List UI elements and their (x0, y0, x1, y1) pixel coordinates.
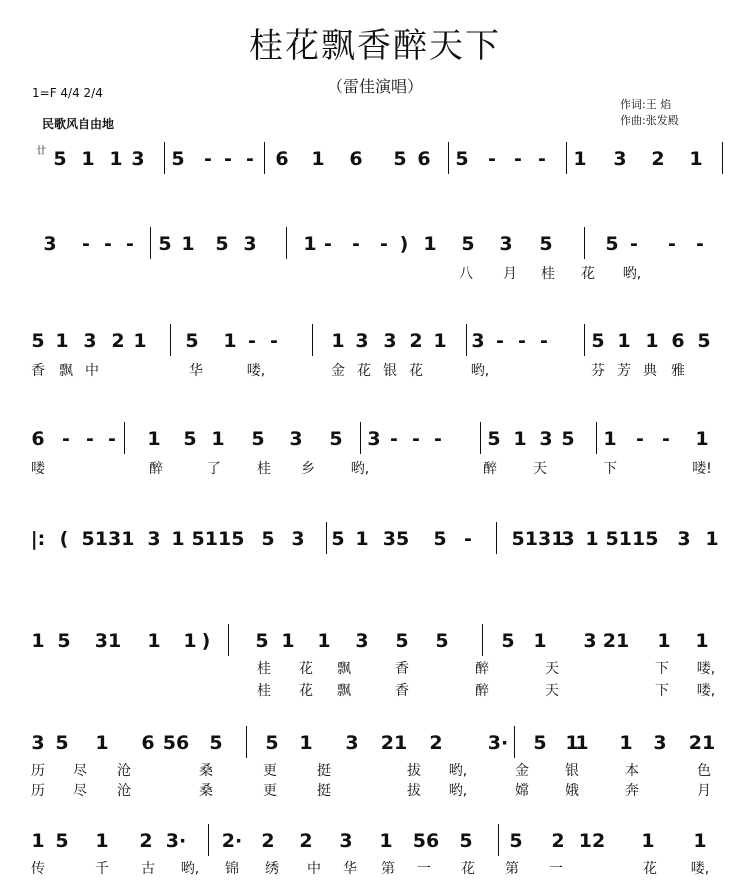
note: 5 (455, 148, 469, 170)
note: 5 (55, 830, 69, 852)
lyric-syllable: 一 (549, 861, 563, 877)
barline (264, 142, 265, 174)
lyric-syllable: 花 (409, 363, 423, 379)
note: 1 (645, 330, 659, 352)
note: 3 (291, 528, 305, 550)
lyric-syllable: 传 (31, 861, 45, 877)
notation-row (0, 520, 750, 560)
note: 3 (613, 148, 627, 170)
lyric-syllable: 花 (643, 861, 657, 877)
note: - (514, 148, 522, 170)
note: 2 (139, 830, 153, 852)
note: 2 (261, 830, 275, 852)
note: 5 (209, 732, 223, 754)
note: 1 (281, 630, 295, 652)
note: 6 (141, 732, 155, 754)
lyric-syllable: 了 (207, 461, 221, 477)
note: 1 (657, 630, 671, 652)
lyric-syllable: 锦 (225, 861, 239, 877)
note: 5 (215, 233, 229, 255)
note: 1 (641, 830, 655, 852)
lyric-syllable: 花 (299, 683, 313, 699)
note: 3 (539, 428, 553, 450)
note: - (246, 148, 254, 170)
score-line-8 (0, 822, 750, 877)
barline (170, 324, 171, 356)
lyric-syllable: 月 (697, 783, 711, 799)
note: 5 (487, 428, 501, 450)
score-line-4 (0, 420, 750, 477)
note: 2 (551, 830, 565, 852)
note: ) (201, 630, 211, 652)
barline (496, 522, 497, 554)
note: 1 (133, 330, 147, 352)
lyric-syllable: 喽, (696, 661, 716, 677)
lyric-syllable: 飘 (337, 683, 351, 699)
lyric-syllable: 哟, (622, 266, 642, 282)
note: 1 (689, 148, 703, 170)
note: 5 (55, 732, 69, 754)
barline (584, 324, 585, 356)
score-line-7 (0, 724, 750, 799)
note: 21 (380, 732, 408, 754)
note: - (108, 428, 116, 450)
note: - (82, 233, 90, 255)
note: 35 (382, 528, 410, 550)
lyric-syllable: 喽, (696, 683, 716, 699)
note: 1 (317, 630, 331, 652)
lyric-syllable: 花 (581, 266, 595, 282)
note: - (662, 428, 670, 450)
lyric-syllable: 典 (643, 363, 657, 379)
lyric-syllable: 第 (505, 861, 519, 877)
note: 3 (345, 732, 359, 754)
lyric-syllable: 挺 (317, 763, 331, 779)
note: 5 (393, 148, 407, 170)
note: - (248, 330, 256, 352)
note: 1 (355, 528, 369, 550)
lyric-syllable: 哟, (180, 861, 200, 877)
barline (482, 624, 483, 656)
note: 2 (299, 830, 313, 852)
lyric-syllable: 桂 (257, 661, 271, 677)
song-title: 桂花飘香醉天下 (249, 26, 501, 66)
lyric-syllable: 历 (31, 783, 45, 799)
note: 1 (603, 428, 617, 450)
note: 1 (95, 732, 109, 754)
lyric-syllable: 喽! (692, 461, 712, 477)
note: 1 (331, 330, 345, 352)
lyric-syllable: 天 (545, 661, 559, 677)
note: 3 (43, 233, 57, 255)
note: 3 (677, 528, 691, 550)
barline (164, 142, 165, 174)
note: 1 (183, 630, 197, 652)
note: 21 (602, 630, 630, 652)
lyric-syllable: 本 (625, 763, 639, 779)
lyric-syllable: 尽 (73, 783, 87, 799)
barline (360, 422, 361, 454)
note: - (434, 428, 442, 450)
note: 3 (367, 428, 381, 450)
note: - (696, 233, 704, 255)
barline (326, 522, 327, 554)
note: 3· (487, 732, 509, 754)
note: 1 (223, 330, 237, 352)
note: - (352, 233, 360, 255)
note: - (224, 148, 232, 170)
lyric-syllable: 桂 (257, 683, 271, 699)
lyric-syllable: 金 (331, 363, 345, 379)
note: 1 (81, 148, 95, 170)
note: - (636, 428, 644, 450)
lyric-syllable: 桑 (199, 783, 213, 799)
lyric-syllable: 桂 (541, 266, 555, 282)
key-signature: 1=F 4/4 2/4 (32, 86, 103, 100)
score-line-2 (0, 225, 750, 282)
note: 1 (573, 148, 587, 170)
note: ) (399, 233, 409, 255)
barline (150, 227, 151, 259)
note: 1 (565, 732, 579, 754)
note: 5 (331, 528, 345, 550)
note: 1 (433, 330, 447, 352)
notation-row (0, 322, 750, 362)
note: 5 (329, 428, 343, 450)
lyric-syllable: 千 (95, 861, 109, 877)
lyric-syllable: 历 (31, 763, 45, 779)
lyric-syllable: 花 (299, 661, 313, 677)
note: 5 (185, 330, 199, 352)
note: 2 (409, 330, 423, 352)
note: 3 (383, 330, 397, 352)
note: - (270, 330, 278, 352)
barline (448, 142, 449, 174)
note: 5 (539, 233, 553, 255)
lyric-syllable: 桂 (257, 461, 271, 477)
note: 5115 (191, 528, 245, 550)
note: 2· (221, 830, 243, 852)
note: 5 (395, 630, 409, 652)
score-line-6 (0, 622, 750, 699)
lyricist-credit: 作词:王 焰 (620, 98, 672, 111)
tempo-marking: 民歌风自由地 (42, 117, 115, 131)
note: 6 (671, 330, 685, 352)
lyric-syllable: 华 (343, 861, 357, 877)
lyric-syllable: 喽 (31, 461, 45, 477)
note: 1 (109, 148, 123, 170)
note: |: (30, 528, 46, 550)
note: 5 (509, 830, 523, 852)
singer-subtitle: （雷佳演唱） (326, 77, 423, 96)
note: 3 (499, 233, 513, 255)
note: 1 (55, 330, 69, 352)
note: 1 (513, 428, 527, 450)
note: 3 (147, 528, 161, 550)
lyric-syllable: 飘 (337, 661, 351, 677)
lyric-syllable: 银 (565, 763, 579, 779)
note: 5 (171, 148, 185, 170)
lyric-syllable: 花 (357, 363, 371, 379)
note: 1 (695, 428, 709, 450)
note: 21 (688, 732, 716, 754)
note: - (86, 428, 94, 450)
lyric-syllable: 醉 (475, 661, 489, 677)
note: - (496, 330, 504, 352)
note: 1 (585, 528, 599, 550)
note: 31 (94, 630, 122, 652)
note: 5 (433, 528, 447, 550)
notation-row (0, 822, 750, 862)
note: 5 (461, 233, 475, 255)
note: 5 (435, 630, 449, 652)
note: 6 (31, 428, 45, 450)
score-line-1 (0, 140, 750, 190)
lyric-syllable: 哟, (448, 763, 468, 779)
lyric-syllable: 乡 (301, 461, 315, 477)
note: - (380, 233, 388, 255)
lyric-syllable: 醉 (475, 683, 489, 699)
note: 1 (705, 528, 719, 550)
note: - (62, 428, 70, 450)
barline (228, 624, 229, 656)
lyric-syllable: 古 (141, 861, 155, 877)
note: 5131 (81, 528, 135, 550)
note: 2 (111, 330, 125, 352)
note: 1 (619, 732, 633, 754)
note: 3 (243, 233, 257, 255)
note: 5115 (605, 528, 659, 550)
lyric-syllable: 奔 (625, 783, 639, 799)
lyric-syllable: 哟, (470, 363, 490, 379)
note: 56 (412, 830, 440, 852)
note: 1 (575, 732, 589, 754)
lyric-syllable: 下 (655, 683, 669, 699)
note: 5 (53, 148, 67, 170)
lyric-syllable: 一 (417, 861, 431, 877)
note: 1 (379, 830, 393, 852)
barline (584, 227, 585, 259)
note: 1 (693, 830, 707, 852)
lyric-syllable: 哟, (448, 783, 468, 799)
lyric-syllable: 醉 (149, 461, 163, 477)
note: 6 (417, 148, 431, 170)
lyric-syllable: 中 (307, 861, 321, 877)
lyric-syllable: 拔 (407, 783, 421, 799)
barline (596, 422, 597, 454)
note: 1 (211, 428, 225, 450)
lyric-syllable: 月 (503, 266, 517, 282)
note: 1 (171, 528, 185, 550)
note: 1 (303, 233, 317, 255)
lyric-syllable: 下 (655, 661, 669, 677)
note: 1 (31, 630, 45, 652)
lyric-syllable: 喽, (246, 363, 266, 379)
note: 1 (95, 830, 109, 852)
barline (286, 227, 287, 259)
note: 2 (429, 732, 443, 754)
lyric-syllable: 花 (461, 861, 475, 877)
barline (312, 324, 313, 356)
lyric-syllable: 哟, (350, 461, 370, 477)
note: - (538, 148, 546, 170)
note: 5 (255, 630, 269, 652)
score-line-5 (0, 520, 750, 570)
note: 3 (355, 630, 369, 652)
free-meter-mark: 廿 (36, 146, 46, 157)
note: 5 (251, 428, 265, 450)
note: - (464, 528, 472, 550)
lyric-syllable: 雅 (671, 363, 685, 379)
barline (722, 142, 723, 174)
lyric-syllable: 沧 (117, 763, 131, 779)
barline (246, 726, 247, 758)
note: 1 (533, 630, 547, 652)
lyric-syllable: 尽 (73, 763, 87, 779)
lyric-syllable: 绣 (265, 861, 279, 877)
lyric-syllable: 更 (263, 783, 277, 799)
note: - (126, 233, 134, 255)
note: 1 (423, 233, 437, 255)
note: 3 (471, 330, 485, 352)
note: - (390, 428, 398, 450)
note: 5131 (511, 528, 565, 550)
lyric-syllable: 下 (603, 461, 617, 477)
note: - (540, 330, 548, 352)
lyric-syllable: 喽, (690, 861, 710, 877)
note: ( (59, 528, 69, 550)
lyric-syllable: 香 (395, 683, 409, 699)
note: 3 (31, 732, 45, 754)
note: 3 (131, 148, 145, 170)
note: 5 (459, 830, 473, 852)
lyric-syllable: 芳 (617, 363, 631, 379)
lyric-syllable: 银 (383, 363, 397, 379)
score-line-3 (0, 322, 750, 379)
note: - (324, 233, 332, 255)
note: - (412, 428, 420, 450)
note: - (104, 233, 112, 255)
note: 2 (651, 148, 665, 170)
notation-row (0, 622, 750, 662)
lyric-syllable: 华 (189, 363, 203, 379)
lyric-syllable: 更 (263, 763, 277, 779)
note: 1 (299, 732, 313, 754)
note: 1 (181, 233, 195, 255)
note: 6 (349, 148, 363, 170)
lyric-syllable: 色 (697, 763, 711, 779)
lyric-syllable: 飘 (59, 363, 73, 379)
note: 3 (83, 330, 97, 352)
lyric-syllable: 醉 (483, 461, 497, 477)
note: - (668, 233, 676, 255)
note: 5 (57, 630, 71, 652)
note: 5 (605, 233, 619, 255)
lyric-syllable: 中 (85, 363, 99, 379)
note: 5 (31, 330, 45, 352)
barline (124, 422, 125, 454)
note: - (518, 330, 526, 352)
note: 3 (561, 528, 575, 550)
note: - (630, 233, 638, 255)
note: - (204, 148, 212, 170)
note: - (488, 148, 496, 170)
lyric-syllable: 桑 (199, 763, 213, 779)
lyric-syllable: 香 (31, 363, 45, 379)
lyric-syllable: 八 (459, 266, 473, 282)
note: 1 (695, 630, 709, 652)
lyric-syllable: 第 (381, 861, 395, 877)
barline (466, 324, 467, 356)
note: 5 (265, 732, 279, 754)
lyric-syllable: 金 (515, 763, 529, 779)
note: 3 (583, 630, 597, 652)
note: 1 (311, 148, 325, 170)
lyric-syllable: 挺 (317, 783, 331, 799)
note: 1 (147, 428, 161, 450)
notation-row (0, 420, 750, 460)
note: 3· (165, 830, 187, 852)
lyric-syllable: 香 (395, 661, 409, 677)
barline (566, 142, 567, 174)
note: 3 (289, 428, 303, 450)
lyric-syllable: 拔 (407, 763, 421, 779)
lyric-syllable: 芬 (591, 363, 605, 379)
note: 5 (561, 428, 575, 450)
note: 3 (339, 830, 353, 852)
note: 6 (275, 148, 289, 170)
note: 5 (183, 428, 197, 450)
notation-row (0, 724, 750, 764)
lyric-syllable: 天 (533, 461, 547, 477)
note: 3 (653, 732, 667, 754)
composer-credit: 作曲:张发殿 (620, 114, 679, 127)
note: 5 (591, 330, 605, 352)
note: 5 (261, 528, 275, 550)
note: 1 (147, 630, 161, 652)
note: 5 (533, 732, 547, 754)
note: 5 (697, 330, 711, 352)
note: 1 (31, 830, 45, 852)
lyric-syllable: 嫦 (515, 783, 529, 799)
barline (480, 422, 481, 454)
note: 1 (617, 330, 631, 352)
notation-row (0, 140, 750, 180)
lyric-syllable: 天 (545, 683, 559, 699)
note: 12 (578, 830, 606, 852)
barline (514, 726, 515, 758)
notation-row (0, 225, 750, 265)
note: 3 (355, 330, 369, 352)
lyric-syllable: 沧 (117, 783, 131, 799)
barline (208, 824, 209, 856)
barline (498, 824, 499, 856)
note: 56 (162, 732, 190, 754)
note: 5 (158, 233, 172, 255)
note: 5 (501, 630, 515, 652)
lyric-syllable: 娥 (565, 783, 579, 799)
